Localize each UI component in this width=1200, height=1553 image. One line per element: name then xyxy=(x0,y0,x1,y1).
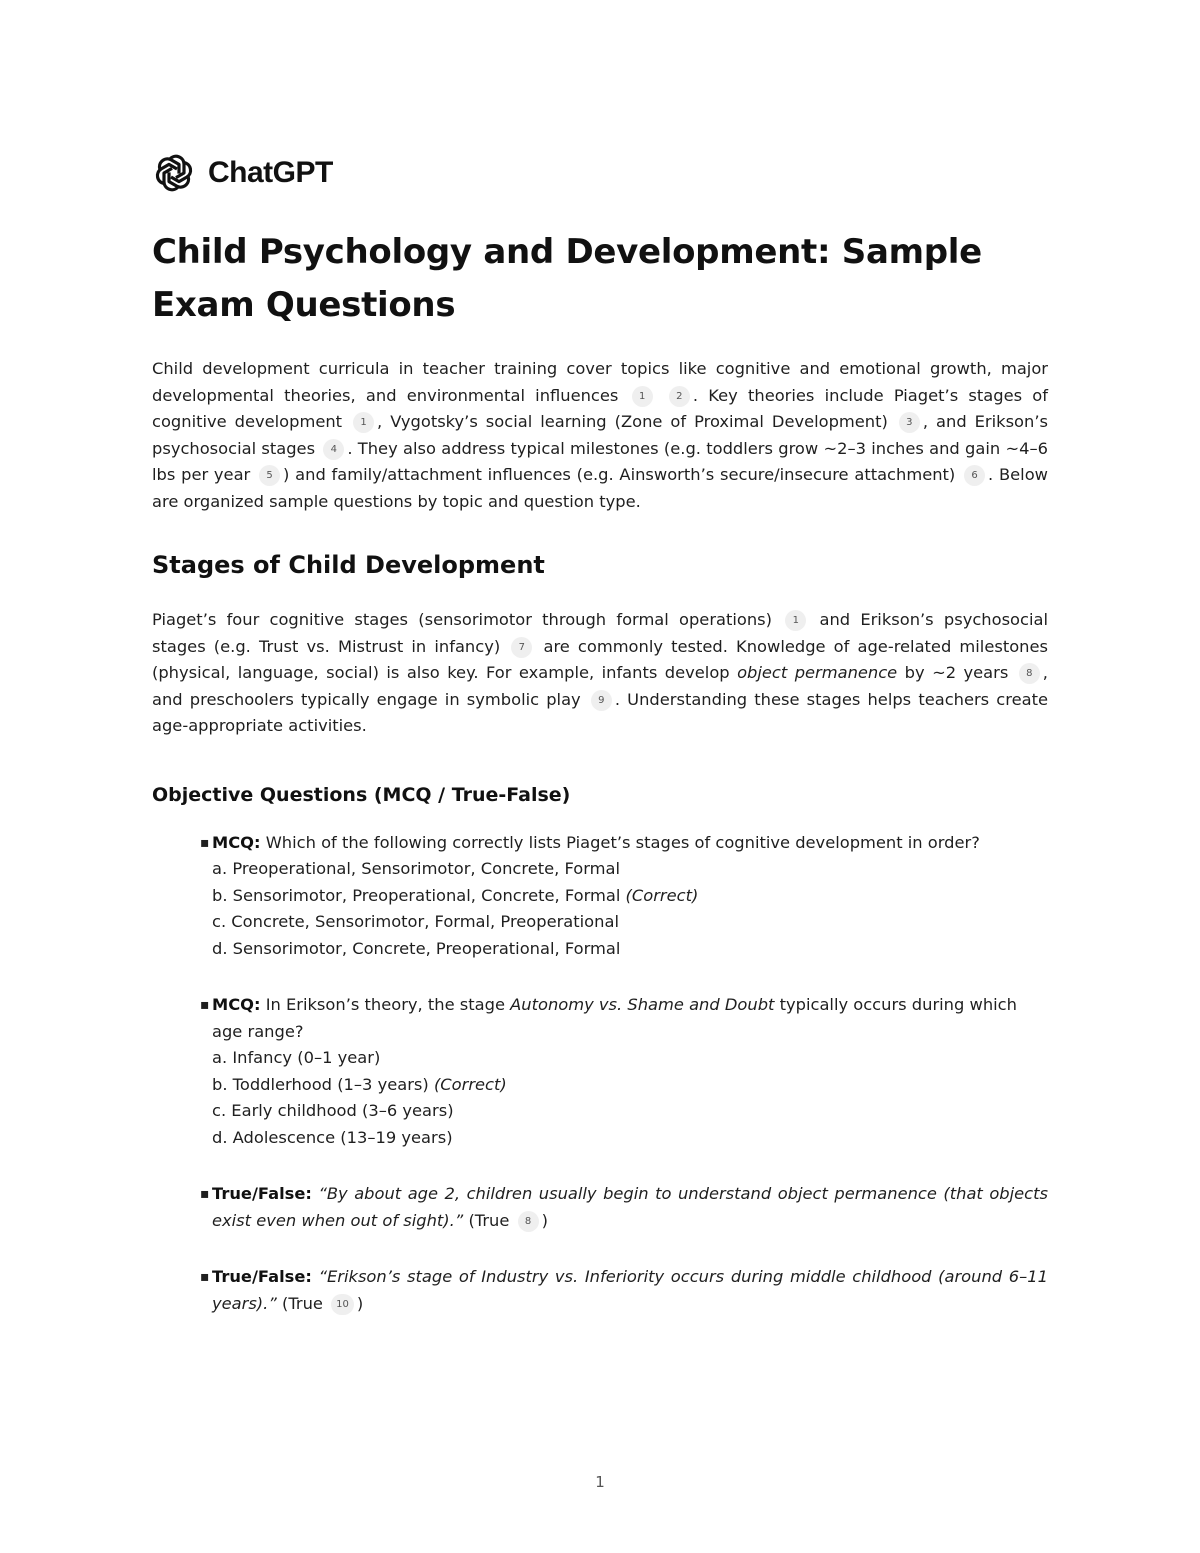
question-stem: In Erikson’s theory, the stage xyxy=(265,995,505,1014)
question-text xyxy=(212,1264,1048,1317)
question-stem: typically occurs during which age range? xyxy=(212,995,1017,1041)
intro-paragraph xyxy=(152,356,1048,515)
answer-option-text: b. Sensorimotor, Preoperational, Concrete, Formal xyxy=(212,885,621,905)
stages-text: Piaget’s four cognitive stages (sensorimotor through formal operations) xyxy=(152,610,773,629)
citation-badge[interactable]: 3 xyxy=(899,412,920,433)
citation-badge[interactable]: 1 xyxy=(632,386,653,407)
answer-text: ) xyxy=(356,1293,364,1313)
intro-text: . Below are organized sample questions by topic and question type. xyxy=(152,465,1048,511)
intro-text: , and Erikson’s psychosocial stages xyxy=(152,412,1048,458)
document-page xyxy=(152,150,1048,1347)
bullet-icon: ▪ xyxy=(200,1186,210,1202)
answer-option xyxy=(212,1072,1048,1099)
question-item xyxy=(152,830,1048,963)
brand-header xyxy=(152,150,1048,196)
citation-badge[interactable]: 2 xyxy=(669,386,690,407)
intro-text: . They also address typical milestones (e.g. toddlers grow ~2–3 inches and gain ~4–6 lbs per year xyxy=(152,438,1048,484)
stages-paragraph xyxy=(152,607,1048,740)
statement-text: “Erikson’s stage of Industry vs. Inferiority occurs during middle childhood (around 6–11 years).” xyxy=(212,1267,1048,1313)
answer-option xyxy=(212,883,1048,910)
bullet-icon: ▪ xyxy=(200,1269,210,1285)
citation-badge[interactable]: 6 xyxy=(964,465,985,486)
page-title: Child Psychology and Development: Sample Exam Questions xyxy=(152,232,982,325)
question-type-label: True/False: xyxy=(212,1184,312,1203)
citation-badge[interactable]: 5 xyxy=(259,465,280,486)
citation-badge[interactable]: 9 xyxy=(591,690,612,711)
section-heading-stages: Stages of Child Development xyxy=(152,551,545,579)
answer-option: a. Infancy (0–1 year) xyxy=(212,1048,381,1067)
question-type-label: MCQ: xyxy=(212,995,261,1014)
answer-option: c. Concrete, Sensorimotor, Formal, Preoperational xyxy=(212,912,619,931)
answer-option: c. Early childhood (3–6 years) xyxy=(212,1101,454,1120)
intro-text: , Vygotsky’s social learning (Zone of Proximal Development) xyxy=(377,412,888,431)
bullet-icon: ▪ xyxy=(200,834,210,851)
statement-text: “By about age 2, children usually begin to understand object permanence (that objects exist even when out of sight).” xyxy=(212,1184,1048,1230)
emphasis-text: Autonomy vs. Shame and Doubt xyxy=(510,995,775,1014)
emphasis-text: object permanence xyxy=(737,663,898,682)
citation-badge[interactable]: 8 xyxy=(1019,663,1040,684)
question-type-label: True/False: xyxy=(212,1267,312,1286)
answer-text: ) xyxy=(541,1210,548,1230)
question-text xyxy=(212,1181,1048,1234)
correct-mark: (Correct) xyxy=(625,885,699,905)
question-item xyxy=(152,1181,1048,1234)
intro-text: Child development curricula in teacher training cover topics like cognitive and emotional growth, major developmental theories, and environmental influences xyxy=(152,359,1048,405)
stages-text: , and preschoolers typically engage in symbolic play xyxy=(152,663,1048,709)
page-number: 1 xyxy=(595,1473,605,1491)
answer-option-text: b. Toddlerhood (1–3 years) xyxy=(212,1074,429,1094)
citation-badge[interactable]: 8 xyxy=(518,1211,539,1232)
stages-text: by ~2 years xyxy=(904,663,1009,682)
question-text xyxy=(212,833,980,852)
answer-text: (True xyxy=(281,1293,323,1313)
intro-text: ) and family/attachment influences (e.g. Ainsworth’s secure/insecure attachment) xyxy=(283,465,956,484)
subsection-heading-objective: Objective Questions (MCQ / True-False) xyxy=(152,783,571,806)
correct-mark: (Correct) xyxy=(433,1074,507,1094)
bullet-icon: ▪ xyxy=(200,997,210,1013)
question-list xyxy=(152,830,1048,1318)
openai-logo-icon xyxy=(152,151,196,195)
stages-text: are commonly tested. Knowledge of age-related milestones (physical, language, social) is also key. For example, infants develop xyxy=(152,636,1048,682)
citation-badge[interactable]: 10 xyxy=(331,1294,354,1315)
stages-text: . Understanding these stages helps teachers create age-appropriate activities. xyxy=(152,689,1048,735)
answer-option: d. Adolescence (13–19 years) xyxy=(212,1127,453,1147)
citation-badge[interactable]: 7 xyxy=(511,637,532,658)
answer-option: a. Preoperational, Sensorimotor, Concrete, Formal xyxy=(212,859,620,878)
citation-badge[interactable]: 1 xyxy=(353,412,374,433)
intro-text: . Key theories include Piaget’s stages of cognitive development xyxy=(152,385,1048,431)
answer-text: (True xyxy=(468,1210,510,1230)
answer-option: d. Sensorimotor, Concrete, Preoperational, Formal xyxy=(212,938,621,958)
question-item xyxy=(152,992,1048,1151)
citation-badge[interactable]: 1 xyxy=(785,610,806,631)
brand-name: ChatGPT xyxy=(208,156,333,189)
question-stem: Which of the following correctly lists Piaget’s stages of cognitive development in order? xyxy=(265,832,980,852)
question-item xyxy=(152,1264,1048,1317)
citation-badge[interactable]: 4 xyxy=(323,439,344,460)
question-text xyxy=(212,995,1017,1041)
question-type-label: MCQ: xyxy=(212,832,261,852)
stages-text: and Erikson’s psychosocial stages (e.g. Trust vs. Mistrust in infancy) xyxy=(152,610,1048,656)
